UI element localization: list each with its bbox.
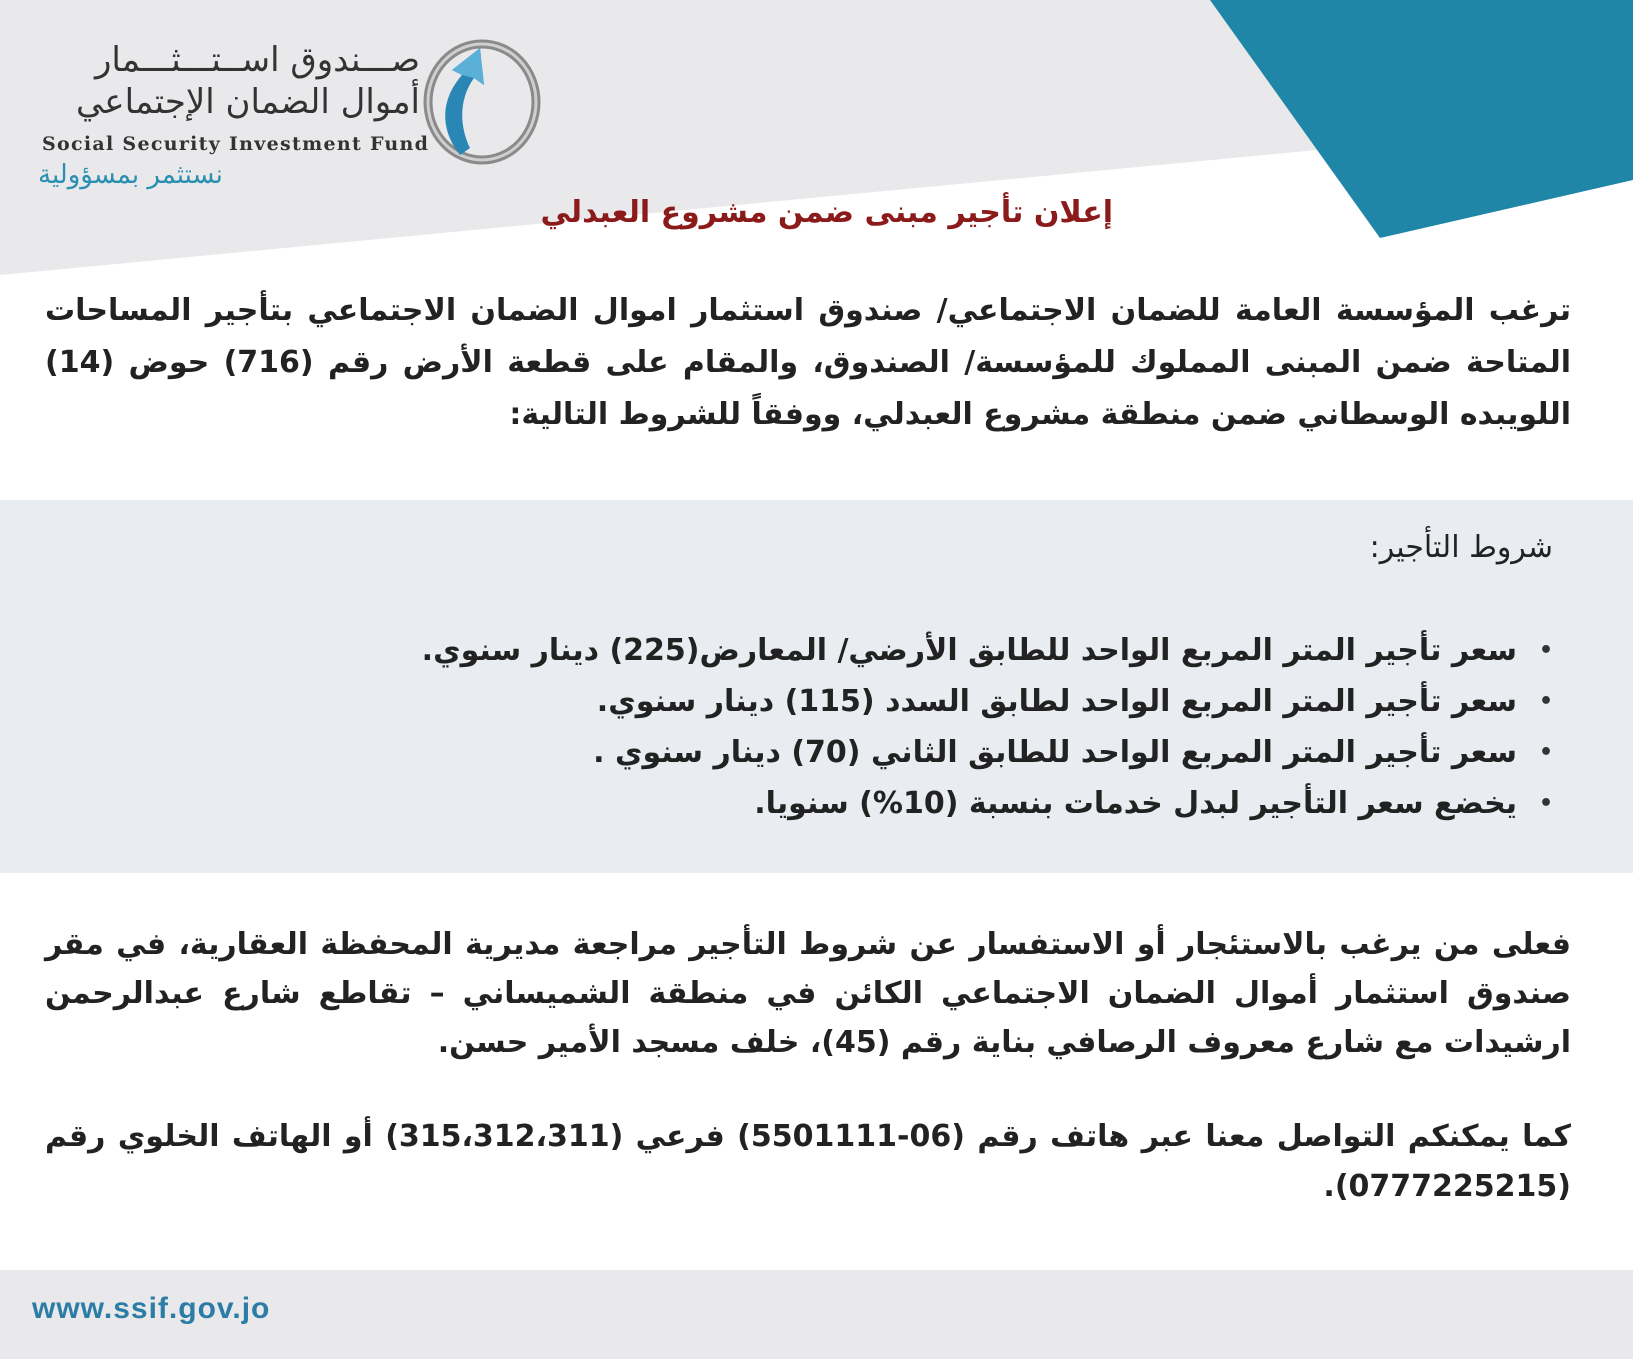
list-item	[422, 676, 1553, 727]
list-item	[422, 778, 1553, 829]
logo-arabic-line1: صـــندوق اســتـــثـــمار	[94, 40, 420, 80]
list-item	[422, 625, 1553, 676]
terms-list	[422, 625, 1553, 829]
term-text: سعر تأجير المتر المربع الواحد لطابق السدد (115) دينار سنوي.	[596, 684, 1517, 719]
header-banner	[0, 0, 1633, 290]
term-text: يخضع سعر التأجير لبدل خدمات بنسبة (10%) سنويا.	[754, 786, 1517, 821]
fund-logo	[30, 30, 550, 200]
logo-english-name: Social Security Investment Fund	[42, 133, 430, 155]
announcement-title: إعلان تأجير مبنى ضمن مشروع العبدلي	[540, 195, 1113, 230]
logo-arabic-line2: أموال الضمان الإجتماعي	[75, 82, 420, 122]
contact-paragraph: فعلى من يرغب بالاستئجار أو الاستفسار عن شروط التأجير مراجعة مديرية المحفظة العقارية، في مقر صندوق استثمار أموال الضمان الاجتماعي الكائن في منطقة الشميساني – تقاطع شارع عبدالرحمن ارشيدات مع شارع معروف الرصافي بناية رقم (45)، خلف مسجد الأمير حسن.	[45, 927, 1571, 1060]
terms-panel	[0, 500, 1633, 873]
bullet-icon: •	[1538, 740, 1553, 765]
website-link[interactable]: www.ssif.gov.jo	[32, 1292, 271, 1325]
footer-bar	[0, 1270, 1633, 1359]
term-text: سعر تأجير المتر المربع الواحد للطابق الأرضي/ المعارض(225) دينار سنوي.	[421, 633, 1517, 668]
arrow-ring-icon	[400, 30, 550, 170]
bullet-icon: •	[1538, 689, 1553, 714]
bullet-icon: •	[1538, 638, 1553, 663]
term-text: سعر تأجير المتر المربع الواحد للطابق الثاني (70) دينار سنوي .	[593, 735, 1517, 770]
terms-heading: شروط التأجير:	[1369, 530, 1553, 565]
list-item	[422, 727, 1553, 778]
phone-paragraph: كما يمكنكم التواصل معنا عبر هاتف رقم (06-5501111) فرعي (315،312،311) أو الهاتف الخلوي رقم (0777225215).	[45, 1119, 1571, 1204]
logo-slogan: نستثمر بمسؤولية	[38, 160, 223, 190]
bullet-icon: •	[1538, 791, 1553, 816]
intro-paragraph: ترغب المؤسسة العامة للضمان الاجتماعي/ صندوق استثمار اموال الضمان الاجتماعي بتأجير المساحات المتاحة ضمن المبنى المملوك للمؤسسة/ الصندوق، والمقام على قطعة الأرض رقم (716) حوض (14) اللويبده الوسطاني ضمن منطقة مشروع العبدلي، ووفقاً للشروط التالية:	[45, 293, 1571, 432]
